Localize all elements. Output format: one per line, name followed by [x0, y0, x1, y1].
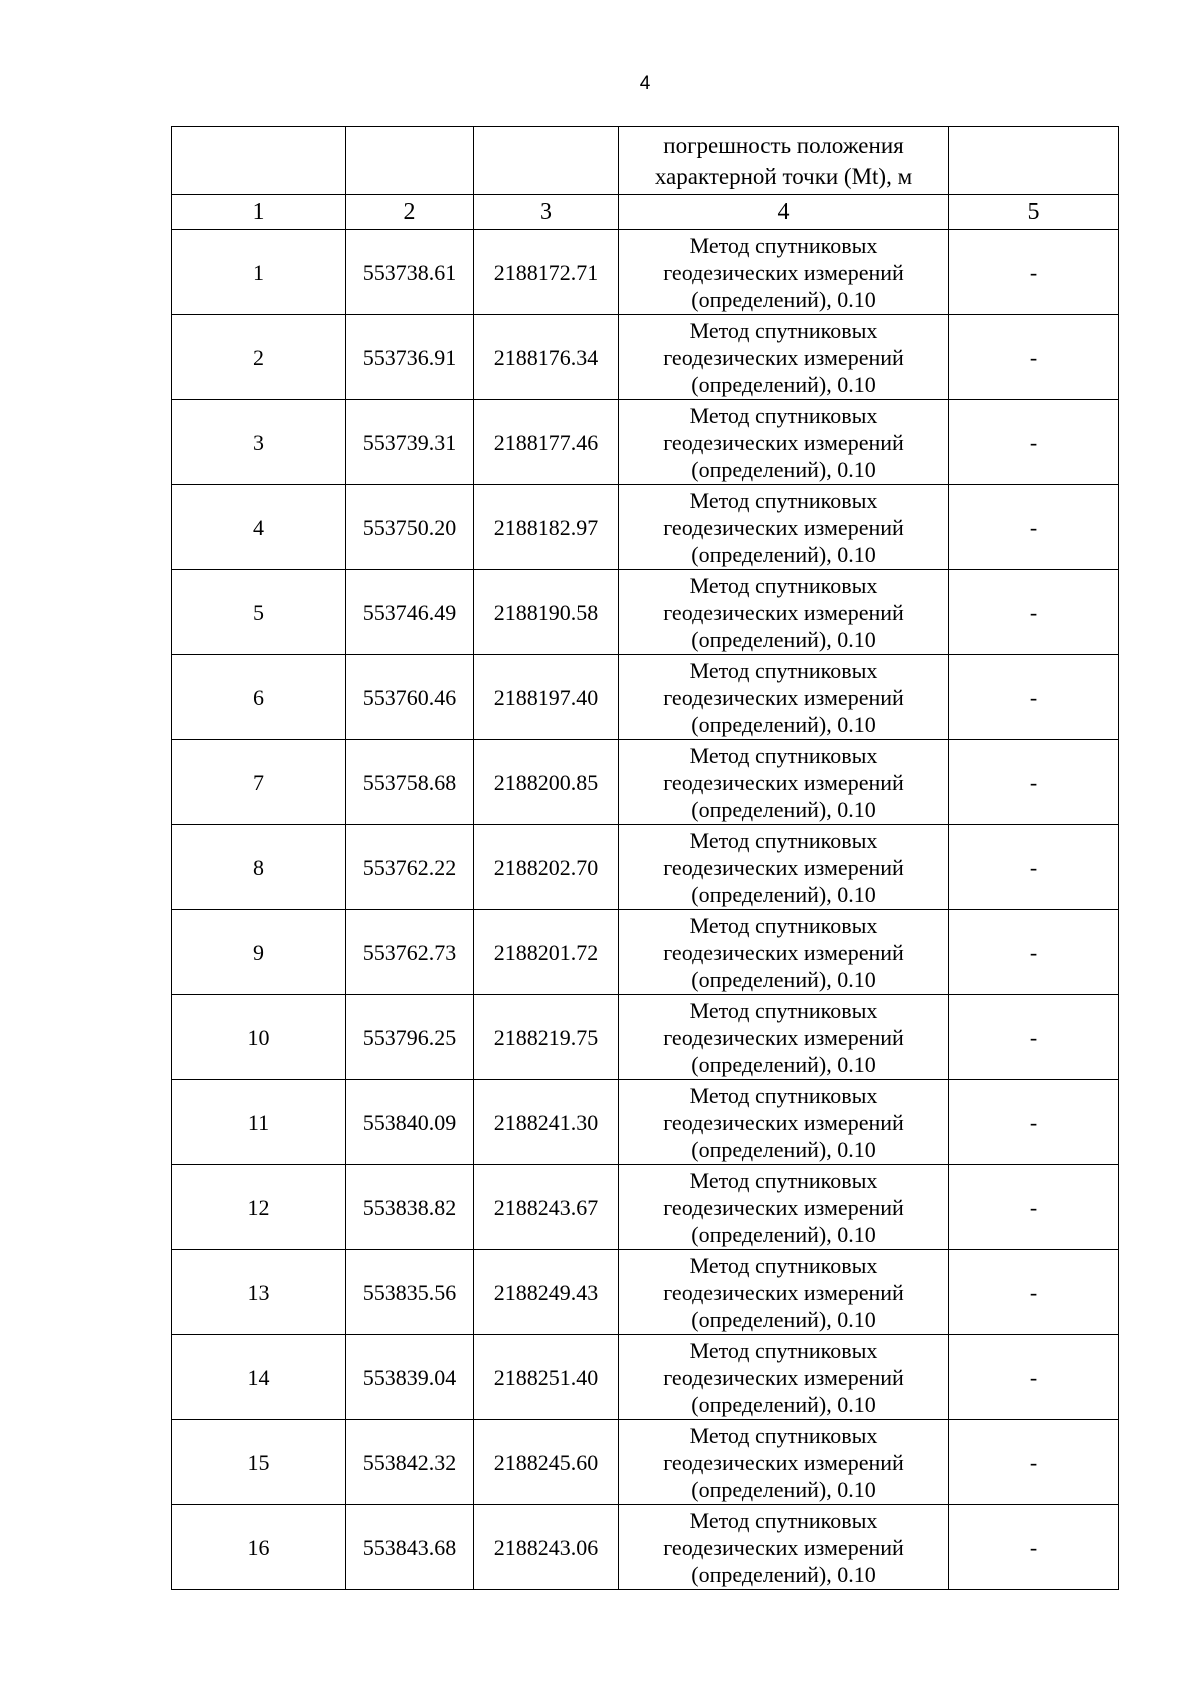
method-cell [619, 655, 949, 740]
method-cell [619, 1165, 949, 1250]
method-line: (определений), 0.10 [691, 626, 876, 652]
note-cell: - [949, 1505, 1119, 1590]
method-line: Метод спутниковых [689, 1337, 878, 1363]
y-coordinate-cell: 2188190.58 [474, 570, 619, 655]
point-number-cell: 1 [172, 230, 346, 315]
point-number-cell: 2 [172, 315, 346, 400]
method-cell [619, 315, 949, 400]
method-line: геодезических измерений [663, 769, 904, 795]
method-line: Метод спутниковых [689, 232, 878, 258]
method-line: геодезических измерений [663, 854, 904, 880]
y-coordinate-cell: 2188249.43 [474, 1250, 619, 1335]
method-line: (определений), 0.10 [691, 1136, 876, 1162]
method-line: (определений), 0.10 [691, 966, 876, 992]
point-number-cell: 16 [172, 1505, 346, 1590]
y-coordinate-cell: 2188241.30 [474, 1080, 619, 1165]
note-cell: - [949, 1165, 1119, 1250]
note-cell: - [949, 570, 1119, 655]
method-line: (определений), 0.10 [691, 796, 876, 822]
method-line: Метод спутниковых [689, 487, 878, 513]
note-cell: - [949, 995, 1119, 1080]
method-line: геодезических измерений [663, 429, 904, 455]
column-number: 2 [346, 195, 474, 230]
point-number-cell: 15 [172, 1420, 346, 1505]
table-row [172, 400, 1119, 485]
page-number: 4 [639, 73, 651, 94]
table-row [172, 570, 1119, 655]
method-cell [619, 1420, 949, 1505]
method-line: Метод спутниковых [689, 1082, 878, 1108]
method-line: геодезических измерений [663, 344, 904, 370]
column-number: 1 [172, 195, 346, 230]
method-line: (определений), 0.10 [691, 1476, 876, 1502]
point-number-cell: 9 [172, 910, 346, 995]
method-cell [619, 995, 949, 1080]
point-number-cell: 11 [172, 1080, 346, 1165]
note-cell: - [949, 485, 1119, 570]
method-line: (определений), 0.10 [691, 711, 876, 737]
x-coordinate-cell: 553842.32 [346, 1420, 474, 1505]
point-number-cell: 12 [172, 1165, 346, 1250]
method-line: Метод спутниковых [689, 1252, 878, 1278]
method-line: Метод спутниковых [689, 1422, 878, 1448]
y-coordinate-cell: 2188243.67 [474, 1165, 619, 1250]
x-coordinate-cell: 553746.49 [346, 570, 474, 655]
point-number-cell: 14 [172, 1335, 346, 1420]
y-coordinate-cell: 2188200.85 [474, 740, 619, 825]
table-row [172, 825, 1119, 910]
x-coordinate-cell: 553839.04 [346, 1335, 474, 1420]
method-line: Метод спутниковых [689, 317, 878, 343]
method-line: Метод спутниковых [689, 912, 878, 938]
table-row [172, 1505, 1119, 1590]
method-line: геодезических измерений [663, 1364, 904, 1390]
column-numbers-row [172, 195, 1119, 230]
method-line: Метод спутниковых [689, 572, 878, 598]
x-coordinate-cell: 553796.25 [346, 995, 474, 1080]
method-line: геодезических измерений [663, 1534, 904, 1560]
method-line: (определений), 0.10 [691, 1391, 876, 1417]
method-cell [619, 910, 949, 995]
method-line: (определений), 0.10 [691, 541, 876, 567]
table-row [172, 910, 1119, 995]
note-cell: - [949, 1420, 1119, 1505]
note-cell: - [949, 1250, 1119, 1335]
y-coordinate-cell: 2188201.72 [474, 910, 619, 995]
coordinates-table [171, 126, 1119, 1590]
method-line: Метод спутниковых [689, 742, 878, 768]
y-coordinate-cell: 2188176.34 [474, 315, 619, 400]
header-cell-3 [474, 127, 619, 195]
method-cell [619, 825, 949, 910]
y-coordinate-cell: 2188219.75 [474, 995, 619, 1080]
table-row [172, 655, 1119, 740]
x-coordinate-cell: 553838.82 [346, 1165, 474, 1250]
y-coordinate-cell: 2188243.06 [474, 1505, 619, 1590]
column-number: 3 [474, 195, 619, 230]
method-cell [619, 1335, 949, 1420]
point-number-cell: 3 [172, 400, 346, 485]
y-coordinate-cell: 2188172.71 [474, 230, 619, 315]
note-cell: - [949, 910, 1119, 995]
method-cell [619, 485, 949, 570]
method-line: геодезических измерений [663, 514, 904, 540]
x-coordinate-cell: 553750.20 [346, 485, 474, 570]
method-line: (определений), 0.10 [691, 881, 876, 907]
method-cell [619, 740, 949, 825]
header-col4-line1: погрешность положения [663, 132, 904, 158]
header-cell-4 [619, 127, 949, 195]
x-coordinate-cell: 553843.68 [346, 1505, 474, 1590]
table-row [172, 1335, 1119, 1420]
table-row [172, 740, 1119, 825]
method-line: Метод спутниковых [689, 1507, 878, 1533]
note-cell: - [949, 1335, 1119, 1420]
note-cell: - [949, 230, 1119, 315]
x-coordinate-cell: 553762.22 [346, 825, 474, 910]
table-row [172, 1420, 1119, 1505]
y-coordinate-cell: 2188251.40 [474, 1335, 619, 1420]
method-line: (определений), 0.10 [691, 371, 876, 397]
method-cell [619, 1080, 949, 1165]
note-cell: - [949, 400, 1119, 485]
method-line: (определений), 0.10 [691, 1051, 876, 1077]
table-row [172, 1250, 1119, 1335]
method-cell [619, 400, 949, 485]
table-row [172, 995, 1119, 1080]
method-cell [619, 230, 949, 315]
column-number: 5 [949, 195, 1119, 230]
method-line: геодезических измерений [663, 939, 904, 965]
x-coordinate-cell: 553738.61 [346, 230, 474, 315]
method-line: (определений), 0.10 [691, 286, 876, 312]
note-cell: - [949, 655, 1119, 740]
method-line: Метод спутниковых [689, 657, 878, 683]
method-cell [619, 570, 949, 655]
method-line: геодезических измерений [663, 1024, 904, 1050]
method-cell [619, 1505, 949, 1590]
point-number-cell: 8 [172, 825, 346, 910]
note-cell: - [949, 740, 1119, 825]
x-coordinate-cell: 553739.31 [346, 400, 474, 485]
method-line: геодезических измерений [663, 259, 904, 285]
method-line: Метод спутниковых [689, 402, 878, 428]
table-row [172, 1080, 1119, 1165]
note-cell: - [949, 825, 1119, 910]
table-row [172, 1165, 1119, 1250]
note-cell: - [949, 1080, 1119, 1165]
table-row [172, 230, 1119, 315]
method-line: геодезических измерений [663, 599, 904, 625]
y-coordinate-cell: 2188245.60 [474, 1420, 619, 1505]
table-row [172, 315, 1119, 400]
header-continuation-row [172, 127, 1119, 195]
method-line: Метод спутниковых [689, 1167, 878, 1193]
y-coordinate-cell: 2188177.46 [474, 400, 619, 485]
x-coordinate-cell: 553762.73 [346, 910, 474, 995]
method-line: (определений), 0.10 [691, 1306, 876, 1332]
header-cell-1 [172, 127, 346, 195]
y-coordinate-cell: 2188202.70 [474, 825, 619, 910]
x-coordinate-cell: 553758.68 [346, 740, 474, 825]
point-number-cell: 4 [172, 485, 346, 570]
header-col4-line2: характерной точки (Mt), м [654, 163, 913, 189]
method-cell [619, 1250, 949, 1335]
method-line: (определений), 0.10 [691, 456, 876, 482]
x-coordinate-cell: 553840.09 [346, 1080, 474, 1165]
note-cell: - [949, 315, 1119, 400]
y-coordinate-cell: 2188197.40 [474, 655, 619, 740]
point-number-cell: 13 [172, 1250, 346, 1335]
method-line: Метод спутниковых [689, 827, 878, 853]
method-line: геодезических измерений [663, 1279, 904, 1305]
point-number-cell: 10 [172, 995, 346, 1080]
point-number-cell: 5 [172, 570, 346, 655]
method-line: геодезических измерений [663, 684, 904, 710]
point-number-cell: 7 [172, 740, 346, 825]
method-line: геодезических измерений [663, 1449, 904, 1475]
table-row [172, 485, 1119, 570]
x-coordinate-cell: 553760.46 [346, 655, 474, 740]
point-number-cell: 6 [172, 655, 346, 740]
method-line: геодезических измерений [663, 1194, 904, 1220]
x-coordinate-cell: 553736.91 [346, 315, 474, 400]
method-line: Метод спутниковых [689, 997, 878, 1023]
method-line: (определений), 0.10 [691, 1561, 876, 1587]
method-line: геодезических измерений [663, 1109, 904, 1135]
header-cell-5 [949, 127, 1119, 195]
y-coordinate-cell: 2188182.97 [474, 485, 619, 570]
method-line: (определений), 0.10 [691, 1221, 876, 1247]
x-coordinate-cell: 553835.56 [346, 1250, 474, 1335]
column-number: 4 [619, 195, 949, 230]
header-cell-2 [346, 127, 474, 195]
